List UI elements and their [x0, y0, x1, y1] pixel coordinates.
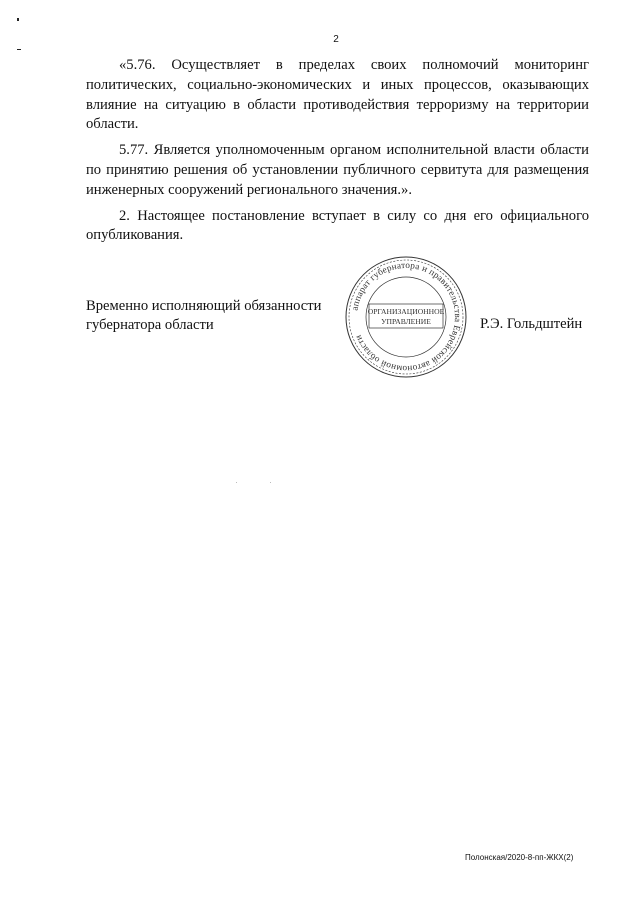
stamp-circular-text: аппарат губернатора и правительства Еврейской автономной области	[349, 259, 464, 375]
scan-speck-1	[236, 482, 237, 483]
paragraph-5-77: 5.77. Является уполномоченным органом исполнительной власти области по принятию решения об установлении публичного сервитута для размещения инженерных сооружений регионального значения.».	[86, 142, 589, 198]
paragraph-effective-date: 2. Настоящее постановление вступает в силу со дня его официального опубликования.	[86, 207, 589, 244]
stamp-center-line2: УПРАВЛЕНИЕ	[381, 317, 431, 326]
signatory-title-line2: губернатора области	[86, 317, 214, 333]
stamp-center-line1: ОРГАНИЗАЦИОННОЕ	[367, 307, 445, 316]
document-reference: Полонская/2020-8-пп-ЖКХ(2)	[465, 853, 574, 862]
paragraph-5-76: «5.76. Осуществляет в пределах своих полномочий мониторинг политических, социально-экономических и иных процессов, оказывающих влияние на ситуацию в области противодействия терроризму на территории области.	[86, 57, 589, 133]
scan-speck-2	[270, 482, 271, 483]
signatory-title-line1: Временно исполняющий обязанности	[86, 298, 322, 314]
official-stamp	[341, 254, 471, 380]
signatory-name: Р.Э. Гольдштейн	[480, 316, 583, 332]
scan-mark-dash	[17, 49, 21, 50]
scan-mark-top	[17, 18, 19, 21]
signatory-title	[86, 297, 346, 335]
body-text	[86, 56, 589, 252]
page-number: 2	[333, 34, 339, 45]
